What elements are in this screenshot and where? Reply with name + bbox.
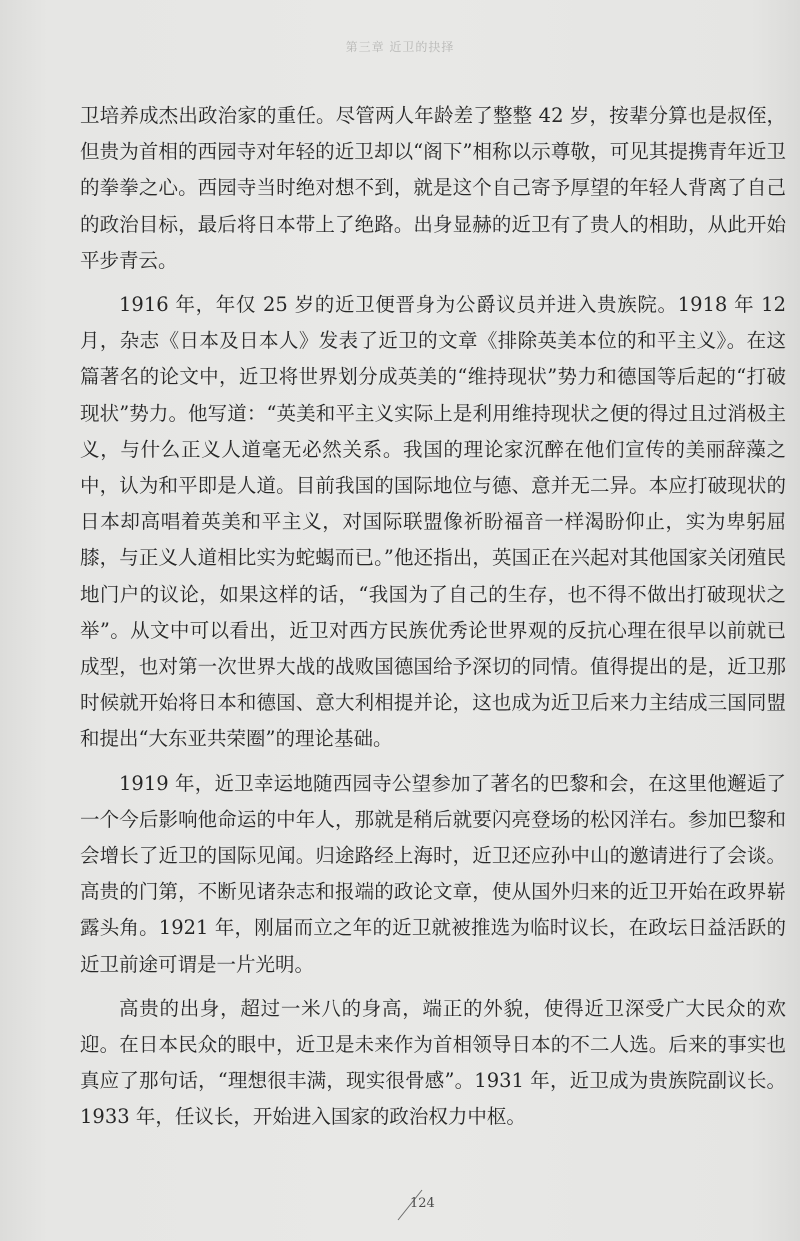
page-number: 124 <box>410 1196 435 1211</box>
body-text <box>80 98 786 1144</box>
paragraph: 卫培养成杰出政治家的重任。尽管两人年龄差了整整 42 岁，按辈分算也是叔侄，但贵为首相的西园寺对年轻的近卫却以“阁下”相称以示尊敬，可见其提携青年近卫的拳拳之心。西园寺当时绝对想不到，就是这个自己寄予厚望的年轻人背离了自己的政治目标，最后将日本带上了绝路。出身显赫的近卫有了贵人的相助，从此开始平步青云。 <box>80 104 786 272</box>
page-footer <box>0 1188 800 1228</box>
paragraph: 1916 年，年仅 25 岁的近卫便晋身为公爵议员并进入贵族院。1918 年 12 月，杂志《日本及日本人》发表了近卫的文章《排除英美本位的和平主义》。在这篇著名的论文中，近卫将世界划分成英美的“维持现状”势力和德国等后起的“打破现状”势力。他写道：“英美和平主义实际上是利用维持现状之便的得过且过消极主义，与什么正义人道毫无必然关系。我国的理论家沉醉在他们宣传的美丽辞藻之中，认为和平即是人道。目前我国的国际地位与德、意并无二异。本应打破现状的日本却高唱着英美和平主义，对国际联盟像祈盼福音一样渴盼仰止，实为卑躬屈膝，与正义人道相比实为蛇蝎而已。”他还指出，英国正在兴起对其他国家关闭殖民地门户的议论，如果这样的话，“我国为了自己的生存，也不得不做出打破现状之举”。从文中可以看出，近卫对西方民族优秀论世界观的反抗心理在很早以前就已成型，也对第一次世界大战的战败国德国给予深切的同情。值得提出的是，近卫那时候就开始将日本和德国、意大利相提并论，这也成为近卫后来力主结成三国同盟和提出“大东亚共荣圈”的理论基础。 <box>80 293 786 751</box>
paragraph: 高贵的出身，超过一米八的身高，端正的外貌，使得近卫深受广大民众的欢迎。在日本民众的眼中，近卫是未来作为首相领导日本的不二人选。后来的事实也真应了那句话，“理想很丰满，现实很骨感”。1931 年，近卫成为贵族院副议长。1933 年，任议长，开始进入国家的政治权力中枢。 <box>80 996 786 1129</box>
running-head: 第三章 近卫的抉择 <box>345 40 455 54</box>
paragraph: 1919 年，近卫幸运地随西园寺公望参加了著名的巴黎和会，在这里他邂逅了一个今后影响他命运的中年人，那就是稍后就要闪亮登场的松冈洋右。参加巴黎和会增长了近卫的国际见闻。归途路经上海时，近卫还应孙中山的邀请进行了会谈。高贵的门第，不断见诸杂志和报端的政论文章，使从国外归来的近卫开始在政界崭露头角。1921 年，刚届而立之年的近卫就被推选为临时议长，在政坛日益活跃的近卫前途可谓是一片光明。 <box>80 771 786 976</box>
